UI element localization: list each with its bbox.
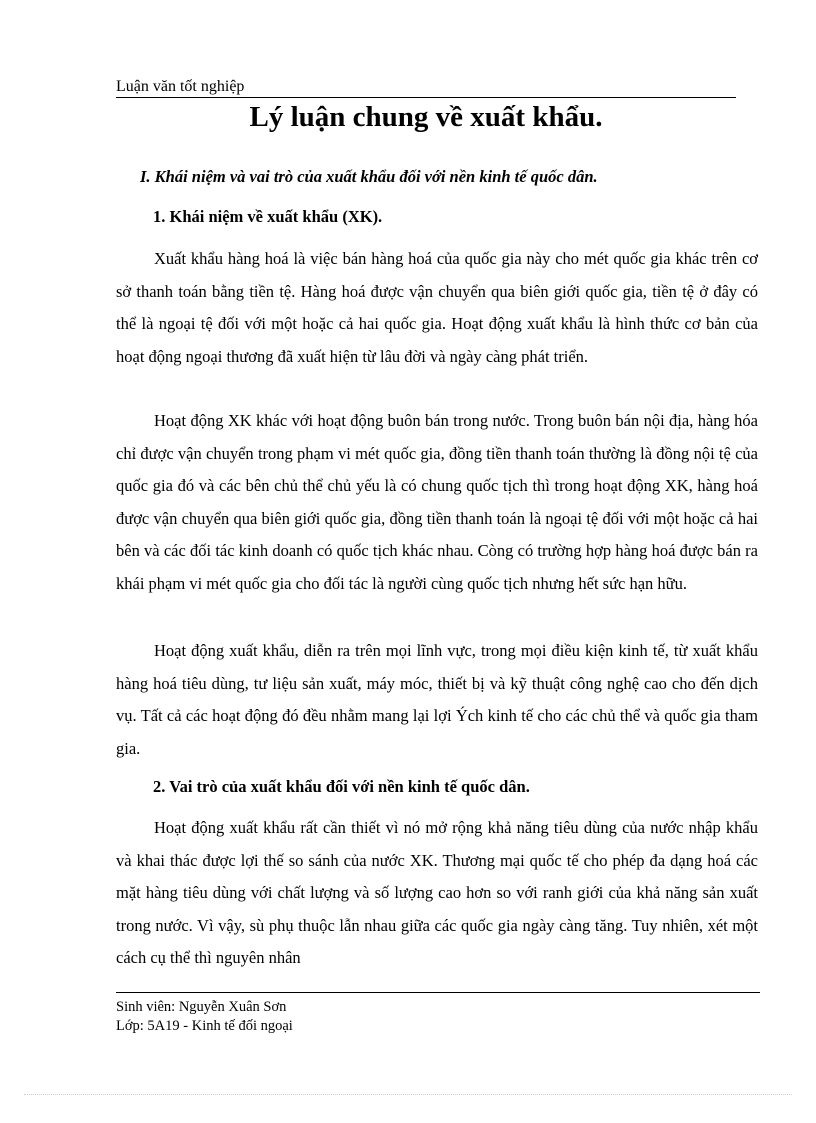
document-title: Lý luận chung về xuất khẩu. <box>249 101 603 133</box>
subsection-heading-1: 1. Khái niệm về xuất khẩu (XK). <box>153 207 383 226</box>
footer-class: Lớp: 5A19 - Kinh tế đối ngoại <box>116 1018 293 1034</box>
footer-student: Sinh viên: Nguyễn Xuân Sơn <box>116 999 287 1015</box>
paragraph-2: Hoạt động XK khác với hoạt động buôn bán trong nước. Trong buôn bán nội địa, hàng hóa chỉ được vận chuyển trong phạm vi mét quốc gia, đồng tiền thanh toán thường là đồng nội tệ của quốc gia đó và các bên chủ thể chủ yếu là có chung quốc tịch thì trong hoạt động XK, hàng hoá được vận chuyển qua biên giới quốc gia, đồng tiền thanh toán là ngoại tệ đối với một hoặc cả hai bên và các đối tác kinh doanh có quốc tịch khác nhau. Còng có trường hợp hàng hoá được bán ra khái phạm vi mét quốc gia cho đối tác là người cùng quốc tịch nhưng hết sức hạn hữu. <box>116 411 758 593</box>
header-rule <box>116 97 736 98</box>
page-header: Luận văn tốt nghiệp <box>116 78 245 95</box>
paragraph-3: Hoạt động xuất khẩu, diễn ra trên mọi lĩnh vực, trong mọi điều kiện kinh tế, từ xuất khẩu hàng hoá tiêu dùng, tư liệu sản xuất, máy móc, thiết bị và kỹ thuật công nghệ cao cho đến dịch vụ. Tất cả các hoạt động đó đều nhằm mang lại lợi Ých kinh tế cho các chủ thể và quốc gia tham gia. <box>116 641 758 758</box>
footer-rule <box>116 992 760 993</box>
paragraph-4: Hoạt động xuất khẩu rất cần thiết vì nó mở rộng khả năng tiêu dùng của nước nhập khẩu và khai thác được lợi thế so sánh của nước XK. Thương mại quốc tế cho phép đa dạng hoá các mặt hàng tiêu dùng với chất lượng và số lượng cao hơn so với ranh giới của khả năng sản xuất trong nước. Vì vậy, sù phụ thuộc lẫn nhau giữa các quốc gia ngày càng tăng. Tuy nhiên, xét một cách cụ thể thì nguyên nhân <box>116 818 758 967</box>
page-boundary-dotted-line <box>24 1094 792 1095</box>
subsection-heading-2: 2. Vai trò của xuất khẩu đối với nền kinh tế quốc dân. <box>153 777 530 796</box>
paragraph-1: Xuất khẩu hàng hoá là việc bán hàng hoá của quốc gia này cho mét quốc gia khác trên cơ sở thanh toán bằng tiền tệ. Hàng hoá được vận chuyển qua biên giới quốc gia, tiền tệ ở đây có thể là ngoại tệ đối với một hoặc cả hai quốc gia. Hoạt động xuất khẩu là hình thức cơ bản của hoạt động ngoại thương đã xuất hiện từ lâu đời và ngày càng phát triển. <box>116 249 758 366</box>
section-heading-1: I. Khái niệm và vai trò của xuất khẩu đối với nền kinh tế quốc dân. <box>140 167 598 186</box>
